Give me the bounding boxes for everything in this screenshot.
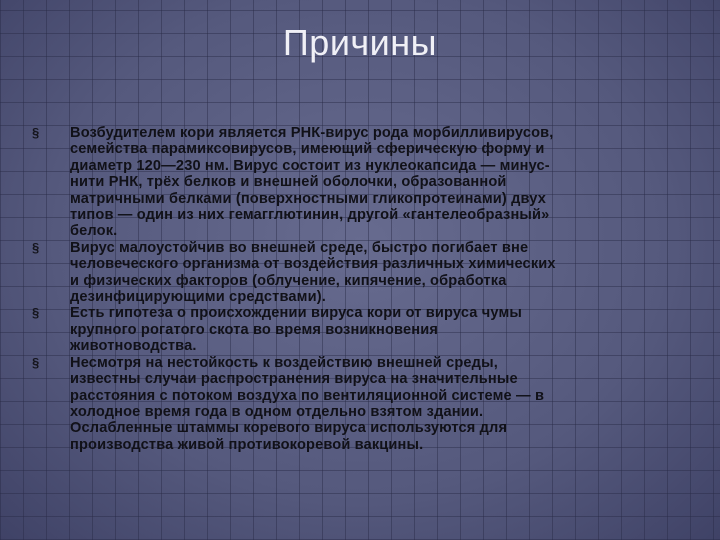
bullet-text-line: дезинфицирующими средствами). [70, 289, 326, 306]
bullet-text-line: Вирус малоустойчив во внешней среде, быстро погибает вне [70, 239, 529, 256]
bullet-text-line: Есть гипотеза о происхождении вируса кори от вируса чумы [70, 305, 522, 322]
bullet-text-line: животноводства. [70, 338, 197, 355]
slide-title: Причины [282, 22, 438, 63]
bullet-marker-icon: § [32, 354, 40, 370]
bullet-item [32, 240, 672, 306]
bullet-item [32, 305, 672, 354]
bullet-text-line: диаметр 120—230 нм. Вирус состоит из нуклеокапсида — минус- [70, 157, 550, 174]
bullet-text-line: человеческого организма от воздействия различных химических [70, 256, 556, 273]
bullet-list [32, 125, 672, 453]
bullet-text-line: Несмотря на нестойкость к воздействию внешней среды, [70, 354, 498, 371]
bullet-marker-icon: § [32, 125, 40, 140]
bullet-text-line: Ослабленные штаммы коревого вируса используются для [70, 420, 508, 437]
bullet-text-line: семейства парамиксовирусов, имеющий сферическую форму и [70, 141, 545, 158]
bullet-text-line: матричными белками (поверхностными гликопротеинами) двух [70, 190, 546, 207]
bullet-text-line: холодное время года в одном отдельно взятом здании. [70, 403, 484, 420]
bullet-item [32, 355, 672, 453]
bullet-text-line: производства живой противокоревой вакцины. [70, 436, 424, 453]
bullet-text-line: белок. [70, 223, 118, 240]
bullet-text-line: нити РНК, трёх белков и внешней оболочки, образованной [70, 174, 507, 191]
bullet-text-line: и физических факторов (облучение, кипячение, обработка [70, 272, 507, 289]
bullet-text-line: крупного рогатого скота во время возникновения [70, 321, 438, 338]
bullet-text-line: типов — один из них гемагглютинин, другой «гантелеобразный» [70, 207, 550, 224]
bullet-item [32, 125, 672, 240]
bullet-text-line: известны случаи распространения вируса на значительные [70, 371, 518, 388]
bullet-text-line: Возбудителем кори является РНК-вирус рода морбилливирусов, [70, 125, 554, 141]
bullet-text-line: расстояния с потоком воздуха по вентиляционной системе — в [70, 387, 545, 404]
bullet-marker-icon: § [32, 239, 40, 255]
bullet-marker-icon: § [32, 305, 40, 321]
